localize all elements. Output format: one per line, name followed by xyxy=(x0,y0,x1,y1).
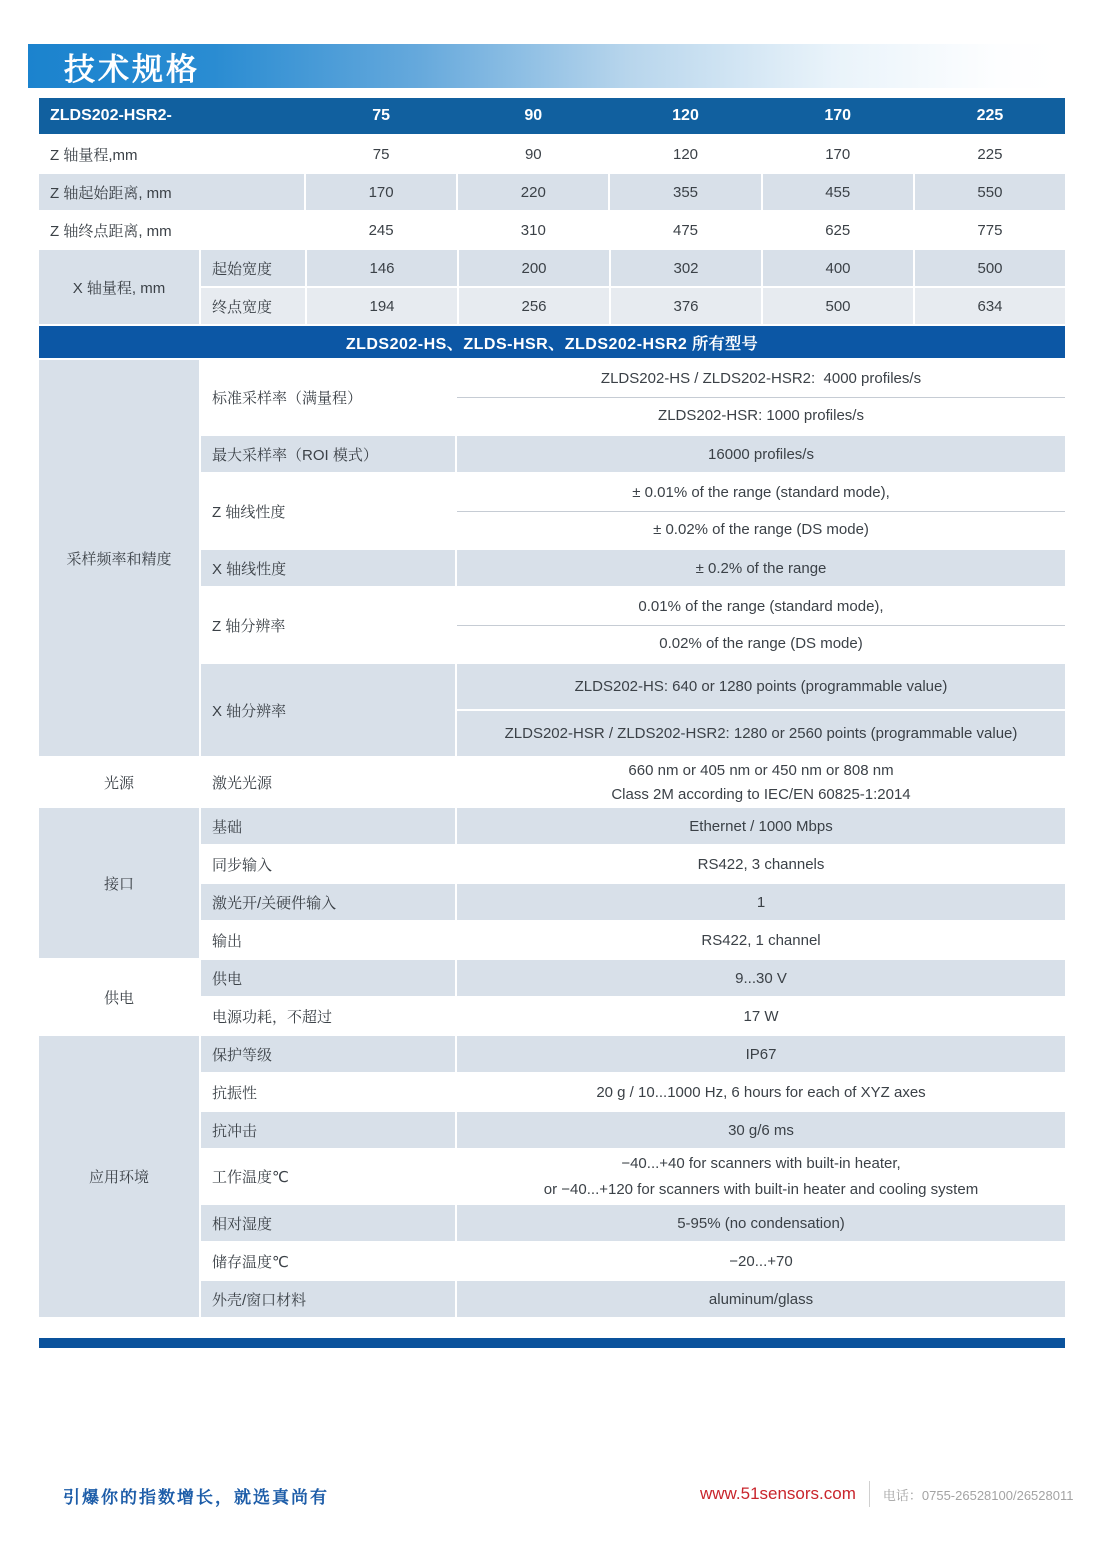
row-power-consumption xyxy=(201,998,1065,1034)
cell-value: or −40...+120 for scanners with built-in heater and cooling system xyxy=(543,1181,979,1199)
cell-value: ± 0.2% of the range xyxy=(457,550,1065,586)
footer-phone: 电话：0755-26528100/26528011 xyxy=(882,1487,1074,1503)
row-label: 抗振性 xyxy=(201,1074,455,1110)
footer-divider xyxy=(869,1481,870,1507)
model-column-header: 225 xyxy=(976,107,1004,124)
cell-value: 660 nm or 405 nm or 450 nm or 808 nm xyxy=(628,761,894,779)
website-link[interactable]: www.51sensors.com xyxy=(700,1484,856,1503)
cell-value: 225 xyxy=(915,136,1065,172)
row-z-measure-range xyxy=(39,136,1065,172)
cell-value: ZLDS202-HSR / ZLDS202-HSR2: 1280 or 2560 points (programmable value) xyxy=(457,711,1065,756)
cell-value: 500 xyxy=(763,288,913,324)
cell-value: 30 g/6 ms xyxy=(457,1112,1065,1148)
block-x-range xyxy=(39,250,1065,324)
row-label: 输出 xyxy=(201,922,455,958)
row-label: Z 轴终点距离, mm xyxy=(39,212,304,248)
section-category-label: 光源 xyxy=(39,758,199,806)
row-output xyxy=(201,922,1065,958)
cell-value: 146 xyxy=(307,250,457,286)
cell-value: 194 xyxy=(307,288,457,324)
row-label: 同步输入 xyxy=(201,846,455,882)
footer-slogan: 引爆你的指数增长，就选真尚有 xyxy=(63,1488,329,1507)
row-label: 激光开/关硬件输入 xyxy=(201,884,455,920)
cell-value: Ethernet / 1000 Mbps xyxy=(457,808,1065,844)
row-label: Z 轴线性度 xyxy=(201,474,455,548)
cell-value: 775 xyxy=(915,212,1065,248)
row-supply-voltage xyxy=(201,960,1065,996)
cell-value: ± 0.02% of the range (DS mode) xyxy=(653,521,869,539)
row-label: 工作温度℃ xyxy=(201,1150,455,1203)
cell-value: 634 xyxy=(915,288,1065,324)
row-x-resolution xyxy=(201,664,1065,756)
row-laser-hw-input xyxy=(201,884,1065,920)
all-models-section-bar: ZLDS202-HS、ZLDS-HSR、ZLDS202-HSR2 所有型号 xyxy=(39,326,1065,358)
row-label: 保护等级 xyxy=(201,1036,455,1072)
row-label: 基础 xyxy=(201,808,455,844)
model-column-header: 75 xyxy=(372,107,390,124)
row-label: 储存温度℃ xyxy=(201,1243,455,1279)
row-label: X 轴分辨率 xyxy=(201,664,455,756)
section-sampling xyxy=(39,360,1065,756)
row-label: 相对湿度 xyxy=(201,1205,455,1241)
cell-value: RS422, 1 channel xyxy=(457,922,1065,958)
cell-value: RS422, 3 channels xyxy=(457,846,1065,882)
row-z-start-distance xyxy=(39,174,1065,210)
row-housing-material xyxy=(201,1281,1065,1317)
row-z-linearity xyxy=(201,474,1065,548)
cell-value: 355 xyxy=(610,174,760,210)
row-label: 终点宽度 xyxy=(201,288,305,324)
model-column-header: 120 xyxy=(672,107,699,124)
cell-value: 170 xyxy=(763,136,913,172)
row-z-end-distance xyxy=(39,212,1065,248)
row-humidity xyxy=(201,1205,1065,1241)
cell-value: ± 0.01% of the range (standard mode), xyxy=(457,474,1065,512)
row-shock xyxy=(201,1112,1065,1148)
cell-value: ZLDS202-HS: 640 or 1280 points (programmable value) xyxy=(457,664,1065,709)
cell-value: ZLDS202-HSR: 1000 profiles/s xyxy=(658,407,864,425)
section-interface xyxy=(39,808,1065,958)
cell-value: 20 g / 10...1000 Hz, 6 hours for each of XYZ axes xyxy=(457,1074,1065,1110)
row-z-resolution xyxy=(201,588,1065,662)
section-category-label: 应用环境 xyxy=(39,1036,199,1317)
row-label: Z 轴量程,mm xyxy=(39,136,304,172)
row-label: 供电 xyxy=(201,960,455,996)
row-label: Z 轴起始距离, mm xyxy=(39,174,304,210)
cell-value: 0.02% of the range (DS mode) xyxy=(659,635,863,653)
bottom-divider-bar xyxy=(39,1338,1065,1348)
section-power xyxy=(39,960,1065,1034)
cell-value: Class 2M according to IEC/EN 60825-1:2014 xyxy=(611,785,911,803)
section-environment xyxy=(39,1036,1065,1317)
cell-value: 455 xyxy=(763,174,913,210)
cell-value: 500 xyxy=(915,250,1065,286)
row-label: 标准采样率（满量程） xyxy=(201,360,455,434)
row-label: 电源功耗，不超过 xyxy=(201,998,455,1034)
cell-value: 376 xyxy=(611,288,761,324)
row-label: 外壳/窗口材料 xyxy=(201,1281,455,1317)
section-category-label: 接口 xyxy=(39,808,199,958)
cell-value: IP67 xyxy=(457,1036,1065,1072)
cell-value: 9...30 V xyxy=(457,960,1065,996)
cell-value: 170 xyxy=(306,174,456,210)
row-label: 最大采样率（ROI 模式） xyxy=(201,436,455,472)
page-title-banner xyxy=(28,44,1060,88)
row-vibration xyxy=(201,1074,1065,1110)
row-operating-temp xyxy=(201,1150,1065,1203)
cell-value: 475 xyxy=(610,212,760,248)
row-label: Z 轴分辨率 xyxy=(201,588,455,662)
cell-value: 75 xyxy=(306,136,456,172)
cell-value: 310 xyxy=(458,212,608,248)
row-x-end-width xyxy=(201,288,1065,324)
section-category-label: 采样频率和精度 xyxy=(39,360,199,756)
row-max-rate xyxy=(201,436,1065,472)
row-x-linearity xyxy=(201,550,1065,586)
cell-value: 302 xyxy=(611,250,761,286)
cell-value: 5-95% (no condensation) xyxy=(457,1205,1065,1241)
row-protection-class xyxy=(201,1036,1065,1072)
section-light-source xyxy=(39,758,1065,806)
row-label: 抗冲击 xyxy=(201,1112,455,1148)
row-x-start-width xyxy=(201,250,1065,286)
cell-value: 245 xyxy=(306,212,456,248)
row-sync-input xyxy=(201,846,1065,882)
page-title: 技术规格 xyxy=(64,51,200,87)
row-interface-base xyxy=(201,808,1065,844)
cell-value: 550 xyxy=(915,174,1065,210)
footer-contact xyxy=(700,1478,1073,1510)
cell-value: 90 xyxy=(458,136,608,172)
cell-value: 120 xyxy=(610,136,760,172)
cell-value: 16000 profiles/s xyxy=(457,436,1065,472)
row-standard-rate xyxy=(201,360,1065,434)
cell-value: 625 xyxy=(763,212,913,248)
cell-value: 17 W xyxy=(457,998,1065,1034)
cell-value: 0.01% of the range (standard mode), xyxy=(457,588,1065,626)
model-column-header: 90 xyxy=(524,107,543,124)
model-column-header: 170 xyxy=(824,107,852,124)
row-label: X 轴线性度 xyxy=(201,550,455,586)
row-label: 激光光源 xyxy=(201,758,455,806)
section-category-label: 供电 xyxy=(39,960,199,1034)
block-label: X 轴量程, mm xyxy=(39,250,199,324)
cell-value: aluminum/glass xyxy=(457,1281,1065,1317)
row-storage-temp xyxy=(201,1243,1065,1279)
cell-value: 256 xyxy=(459,288,609,324)
cell-value: −20...+70 xyxy=(457,1243,1065,1279)
model-header-row xyxy=(39,98,1065,134)
cell-value: ZLDS202-HS / ZLDS202-HSR2: 4000 profiles/s xyxy=(457,360,1065,398)
spec-table xyxy=(39,98,1065,1317)
cell-value: 1 xyxy=(457,884,1065,920)
model-series-label: ZLDS202-HSR2- xyxy=(50,107,172,124)
cell-value: 200 xyxy=(459,250,609,286)
cell-value: 220 xyxy=(458,174,608,210)
row-label: 起始宽度 xyxy=(201,250,305,286)
cell-value: −40...+40 for scanners with built-in heater, xyxy=(621,1154,901,1172)
cell-value: 400 xyxy=(763,250,913,286)
